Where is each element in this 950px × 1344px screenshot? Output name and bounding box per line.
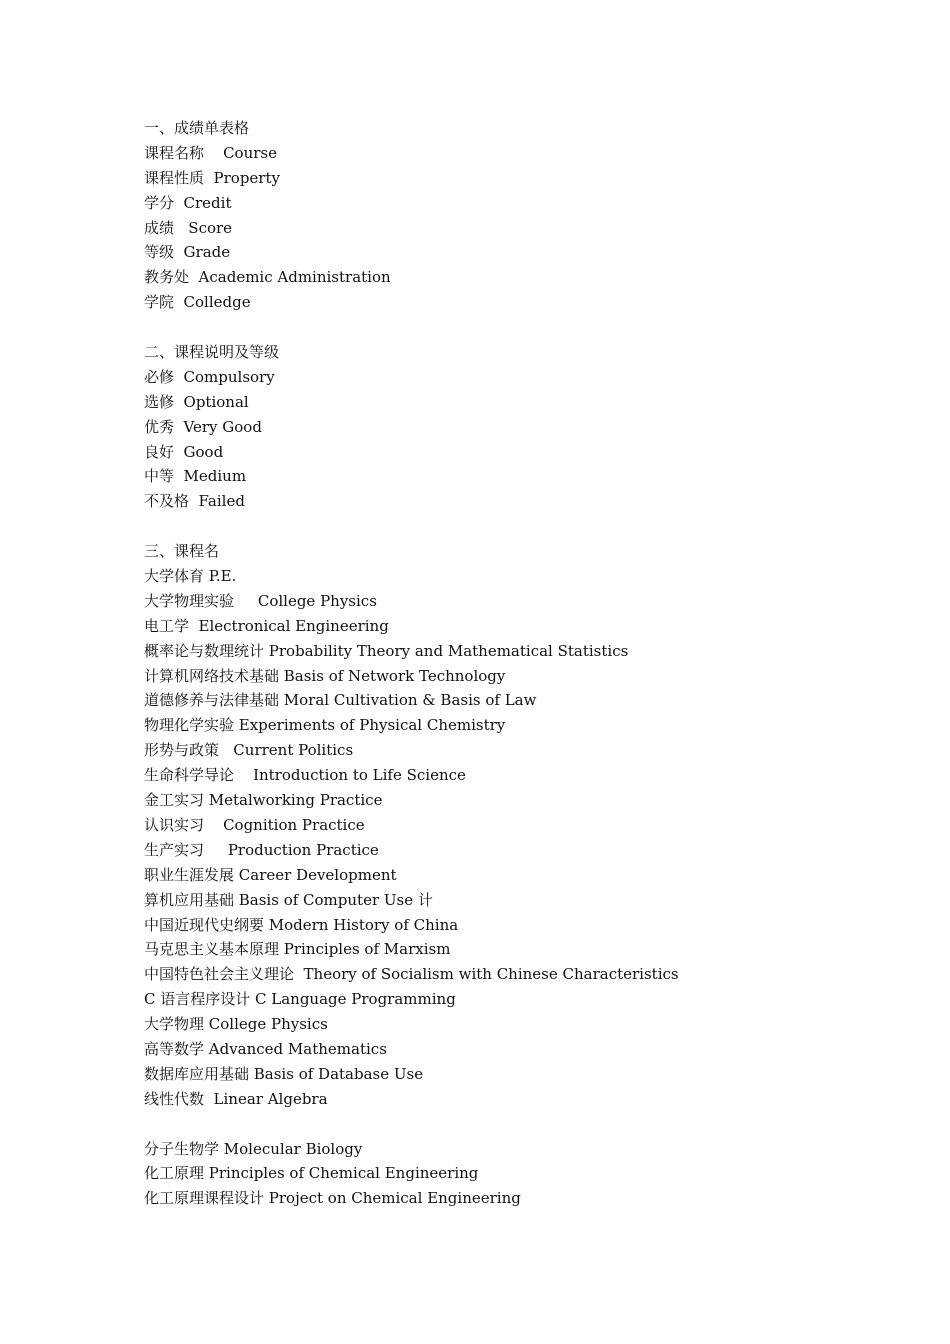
term-line: 马克思主义基本原理 Principles of Marxism xyxy=(144,940,451,959)
term-line: 成绩 Score xyxy=(144,218,233,237)
section-heading: 一、成绩单表格 xyxy=(144,119,250,137)
term-line: 良好 Good xyxy=(144,442,224,461)
term-line: 线性代数 Linear Algebra xyxy=(144,1089,328,1108)
term-line: 形势与政策 Current Politics xyxy=(144,741,354,760)
section-course-names xyxy=(144,539,904,1111)
term-line: 学分 Credit xyxy=(144,193,232,212)
term-line: 选修 Optional xyxy=(144,392,249,411)
term-line: 算机应用基础 Basis of Computer Use 计 xyxy=(144,890,433,909)
term-line: 金工实习 Metalworking Practice xyxy=(144,791,383,810)
term-line: 中等 Medium xyxy=(144,467,247,486)
term-line: 数据库应用基础 Basis of Database Use xyxy=(144,1064,424,1083)
term-line: 概率论与数理统计 Probability Theory and Mathematical Statistics xyxy=(144,641,629,660)
term-line: 电工学 Electronical Engineering xyxy=(144,616,389,635)
term-line: 学院 Colledge xyxy=(144,293,251,312)
section-course-names-continued xyxy=(144,1137,904,1212)
term-line: 课程性质 Property xyxy=(144,168,280,187)
term-line: 物理化学实验 Experiments of Physical Chemistry xyxy=(144,716,506,735)
term-line: 大学物理 College Physics xyxy=(144,1015,328,1034)
term-line: 大学物理实验 College Physics xyxy=(144,591,377,610)
section-transcript-table xyxy=(144,116,904,315)
term-line: 职业生涯发展 Career Development xyxy=(144,865,397,884)
section-heading: 二、课程说明及等级 xyxy=(144,343,280,362)
term-line: 道德修养与法律基础 Moral Cultivation & Basis of Law xyxy=(144,691,537,710)
term-line: 高等数学 Advanced Mathematics xyxy=(144,1039,387,1058)
term-line: 课程名称 Course xyxy=(144,143,277,162)
term-line: C 语言程序设计 C Language Programming xyxy=(144,990,456,1009)
term-line: 大学体育 P.E. xyxy=(144,567,237,586)
term-line: 不及格 Failed xyxy=(144,492,245,511)
term-line: 教务处 Academic Administration xyxy=(144,268,391,287)
blank-line xyxy=(144,315,904,340)
document-body xyxy=(144,116,904,1211)
term-line: 计算机网络技术基础 Basis of Network Technology xyxy=(144,666,506,685)
term-line: 化工原理课程设计 Project on Chemical Engineering xyxy=(144,1189,521,1208)
term-line: 生产实习 Production Practice xyxy=(144,840,379,859)
term-line: 中国近现代史纲要 Modern History of China xyxy=(144,915,459,934)
blank-line xyxy=(144,514,904,539)
term-line: 认识实习 Cognition Practice xyxy=(144,815,365,834)
term-line: 必修 Compulsory xyxy=(144,367,275,386)
term-line: 分子生物学 Molecular Biology xyxy=(144,1139,363,1158)
term-line: 化工原理 Principles of Chemical Engineering xyxy=(144,1164,479,1183)
section-course-grades xyxy=(144,340,904,514)
section-heading: 三、课程名 xyxy=(144,542,220,561)
term-line: 优秀 Very Good xyxy=(144,417,262,436)
term-line: 生命科学导论 Introduction to Life Science xyxy=(144,766,466,785)
term-line: 中国特色社会主义理论 Theory of Socialism with Chinese Characteristics xyxy=(144,965,679,984)
blank-line xyxy=(144,1112,904,1137)
term-line: 等级 Grade xyxy=(144,243,231,262)
